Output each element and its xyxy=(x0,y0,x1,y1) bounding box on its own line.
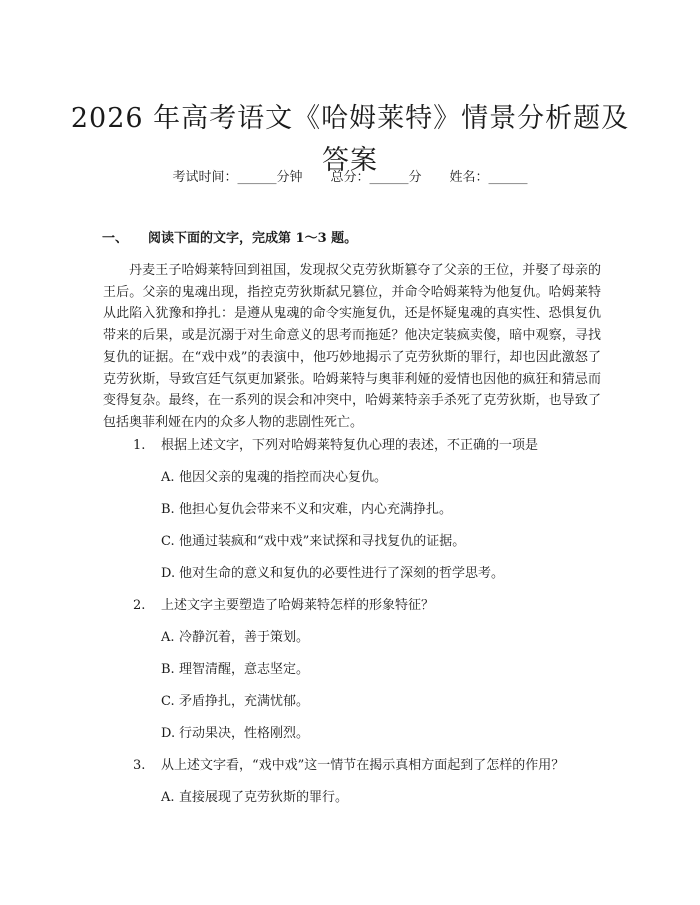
option-text: 他通过装疯和“戏中戏”来试探和寻找复仇的证据。 xyxy=(179,534,466,549)
option-letter: C. xyxy=(161,694,175,709)
option-text: 他担心复仇会带来不义和灾难，内心充满挣扎。 xyxy=(179,502,453,517)
option-letter: A. xyxy=(161,470,175,485)
option-c xyxy=(161,532,465,552)
exam-title: 2026 年高考语文《哈姆莱特》情景分析题及答案 xyxy=(70,103,630,177)
section-heading xyxy=(102,229,357,249)
total-score-field: 总分：______分 xyxy=(330,170,422,185)
question-number: 3. xyxy=(133,758,146,773)
section-instruction: 阅读下面的文字，完成第 1～3 题。 xyxy=(148,231,358,246)
option-d xyxy=(161,724,309,744)
option-letter: B. xyxy=(161,662,175,677)
option-letter: D. xyxy=(161,726,176,741)
option-text: 理智清醒，意志坚定。 xyxy=(179,662,310,677)
option-a xyxy=(161,788,348,808)
option-a xyxy=(161,628,309,648)
option-letter: A. xyxy=(161,790,175,805)
question-stem xyxy=(133,596,434,616)
section-number: 一、 xyxy=(102,231,129,246)
option-letter: B. xyxy=(161,502,175,517)
option-text: 冷静沉着，善于策划。 xyxy=(179,630,310,645)
question-text: 上述文字主要塑造了哈姆莱特怎样的形象特征？ xyxy=(161,598,435,613)
exam-time-field: 考试时间：______分钟 xyxy=(172,170,303,185)
option-d xyxy=(161,564,504,584)
option-a xyxy=(161,468,387,488)
option-letter: C. xyxy=(161,534,175,549)
option-b xyxy=(161,500,452,520)
question-text: 根据上述文字，下列对哈姆莱特复仇心理的表述，不正确的一项是 xyxy=(161,438,539,453)
option-text: 直接展现了克劳狄斯的罪行。 xyxy=(179,790,349,805)
option-b xyxy=(161,660,309,680)
question-stem xyxy=(133,436,538,456)
exam-meta xyxy=(0,168,700,188)
question-number: 1. xyxy=(133,438,146,453)
reading-passage: 丹麦王子哈姆莱特回到祖国，发现叔父克劳狄斯篡夺了父亲的王位，并娶了母亲的王后。父亲的鬼魂出现，指控克劳狄斯弑兄篡位，并命令哈姆莱特为他复仇。哈姆莱特从此陷入犹豫和挣扎：是遵从鬼魂的命令实施复仇，还是怀疑鬼魂的真实性、恐惧复仇带来的后果，或是沉溺于对生命意义的思考而拖延？他决定装疯卖傻，暗中观察，寻找复仇的证据。在“戏中戏”的表演中，他巧妙地揭示了克劳狄斯的罪行，却也因此激怒了克劳狄斯，导致宫廷气氛更加紧张。哈姆莱特与奥菲利娅的爱情也因他的疯狂和猜忌而变得复杂。最终，在一系列的误会和冲突中，哈姆莱特亲手杀死了克劳狄斯，也导致了包括奥菲利娅在内的众多人物的悲剧性死亡。 xyxy=(103,263,601,430)
option-text: 他对生命的意义和复仇的必要性进行了深刻的哲学思考。 xyxy=(179,566,505,581)
option-text: 他因父亲的鬼魂的指控而决心复仇。 xyxy=(179,470,388,485)
option-c xyxy=(161,692,309,712)
option-text: 行动果决，性格刚烈。 xyxy=(179,726,310,741)
option-text: 矛盾挣扎，充满忧郁。 xyxy=(179,694,310,709)
option-letter: D. xyxy=(161,566,176,581)
option-letter: A. xyxy=(161,630,175,645)
question-number: 2. xyxy=(133,598,146,613)
student-name-field: 姓名：______ xyxy=(449,170,528,185)
question-text: 从上述文字看，“戏中戏”这一情节在揭示真相方面起到了怎样的作用？ xyxy=(161,758,565,773)
question-stem xyxy=(133,756,564,776)
